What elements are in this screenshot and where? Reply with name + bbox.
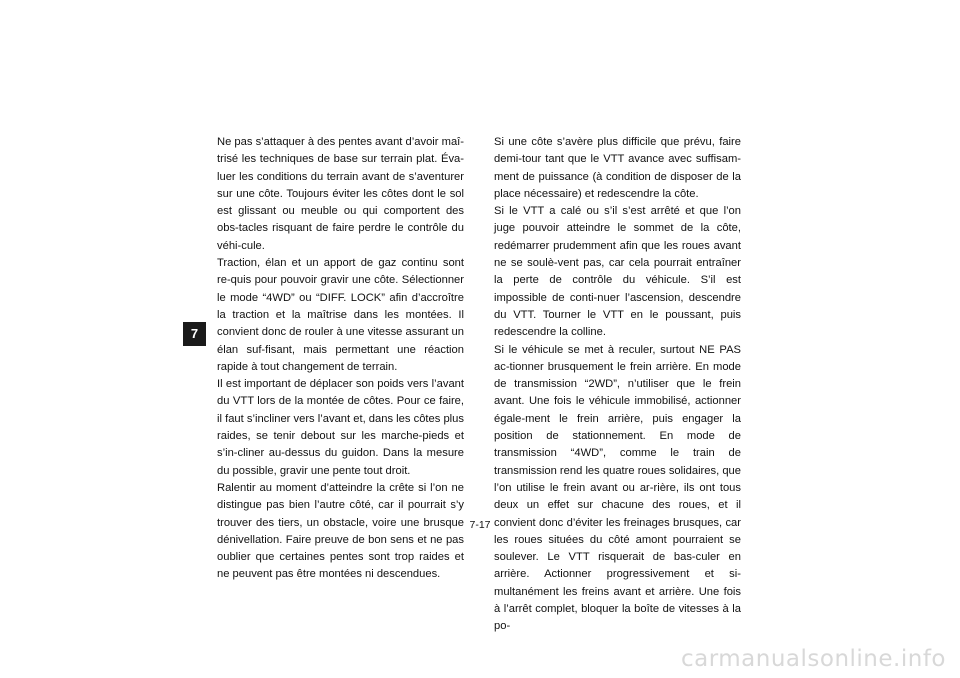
paragraph: Traction, élan et un apport de gaz continu sont re-quis pour pouvoir gravir une côte. Sélectionner le mode “4WD” ou “DIFF. LOCK” afin d’accroître la traction et la maîtrise dans les montées. Il convient donc de rouler à une vitesse assurant un élan suf-fisant, mais permettant une réaction rapide à tout changement de terrain. (217, 257, 464, 373)
paragraph: Ne pas s’attaquer à des pentes avant d’avoir maî-trisé les techniques de base sur terrain plat. Éva-luer les conditions du terrain avant de s’aventurer sur une côte. Toujours éviter les côtes dont le sol est glissant ou meuble ou qui comportent des obs-tacles risquant de faire perdre le contrôle du véhi-cule. (217, 136, 464, 252)
watermark-link[interactable]: carmanualsonline.info (680, 646, 946, 672)
page-number: 7-17 (469, 519, 491, 531)
chapter-tab: 7 (183, 322, 206, 346)
paragraph: Il est important de déplacer son poids vers l’avant du VTT lors de la montée de côtes. Pour ce faire, il faut s’incliner vers l’avant et, dans les côtes plus raides, se tenir debout sur les marche-pieds et s’in-cliner au-dessus du guidon. Dans la mesure du possible, gravir une pente tout droit. (217, 378, 464, 477)
right-text-column (494, 134, 741, 636)
left-text-column (217, 134, 464, 584)
paragraph: Si le véhicule se met à reculer, surtout NE PAS ac-tionner brusquement le frein arrière. En mode de transmission “2WD”, n’utiliser que le frein avant. Une fois le véhicule immobilisé, actionner égale-ment le frein arrière, puis engager la position de stationnement. En mode de transmission “4WD”, comme le train de transmission rend les quatre roues solidaires, que l’on utilise le frein avant ou ar-rière, ils ont tous deux un effet sur chacune des roues, et il convient donc d’éviter les freinages brusques, car les roues situées du côté amont pourraient se soulever. Le VTT risquerait de bas-culer en arrière. Actionner progressivement et si-multanément les freins avant et arrière. Une fois à l’arrêt complet, bloquer la boîte de vitesses à la po- (494, 343, 741, 633)
paragraph: Si une côte s’avère plus difficile que prévu, faire demi-tour tant que le VTT avance avec suffisam-ment de puissance (à condition de disposer de la place nécessaire) et redescendre la côte. (494, 136, 741, 200)
paragraph: Si le VTT a calé ou s’il s’est arrêté et que l’on juge pouvoir atteindre le sommet de la côte, redémarrer prudemment afin que les roues avant ne se soulè-vent pas, car cela pourrait entraîner la perte de contrôle du véhicule. S’il est impossible de conti-nuer l’ascension, descendre du VTT. Tourner le VTT en le poussant, puis redescendre la colline. (494, 205, 741, 339)
paragraph: Ralentir au moment d’atteindre la crête si l’on ne distingue pas bien l’autre côté, car il pourrait s’y trouver des tiers, un obstacle, voire une brusque dénivellation. Faire preuve de bon sens et ne pas oublier que certaines pentes sont trop raides et ne peuvent pas être montées ni descendues. (217, 481, 464, 581)
